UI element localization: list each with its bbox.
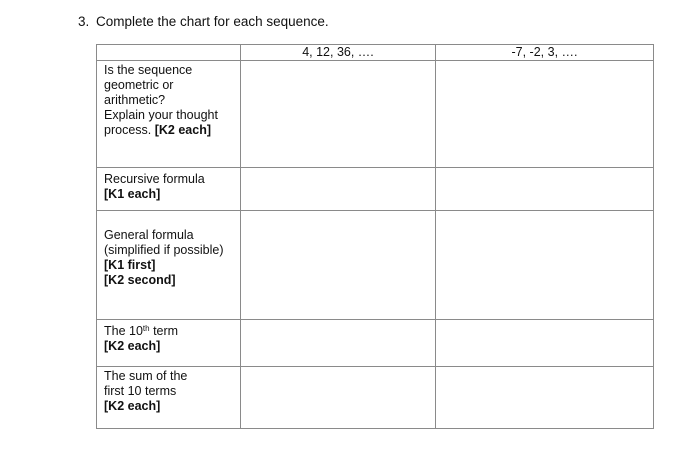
table-row-sum-first-10 [97, 367, 654, 429]
question-prompt [78, 14, 329, 30]
label-line: The sum of the [104, 369, 188, 383]
answer-cell-seq1-tenth-term[interactable] [241, 320, 436, 367]
row-label-recursive-formula [97, 168, 241, 211]
label-line: Recursive formula [104, 172, 205, 186]
answer-cell-seq2-type[interactable] [436, 61, 654, 168]
marks-label: [K1 first] [104, 258, 156, 272]
answer-cell-seq2-recursive[interactable] [436, 168, 654, 211]
label-line [104, 123, 236, 138]
label-text: term [149, 324, 179, 338]
label-line: first 10 terms [104, 384, 177, 398]
answer-cell-seq2-sum[interactable] [436, 367, 654, 429]
question-text: Complete the chart for each sequence. [96, 14, 329, 29]
label-line [104, 273, 236, 288]
spacer [104, 213, 236, 228]
table-row-recursive-formula [97, 168, 654, 211]
table-row-general-formula [97, 211, 654, 320]
answer-cell-seq1-type[interactable] [241, 61, 436, 168]
answer-cell-seq1-sum[interactable] [241, 367, 436, 429]
label-line [104, 399, 236, 414]
label-line: Is the sequence [104, 63, 193, 77]
table-row-tenth-term [97, 320, 654, 367]
label-line: (simplified if possible) [104, 243, 224, 257]
label-line [104, 187, 236, 202]
label-line: Explain your thought [104, 108, 218, 122]
marks-label: [K2 second] [104, 273, 176, 287]
row-label-general-formula [97, 211, 241, 320]
marks-label: [K2 each] [104, 399, 161, 413]
marks-label: [K1 each] [104, 187, 161, 201]
answer-cell-seq2-tenth-term[interactable] [436, 320, 654, 367]
marks-label: [K2 each] [154, 123, 211, 137]
row-label-tenth-term [97, 320, 241, 367]
row-label-geometric-or-arithmetic [97, 61, 241, 168]
question-number: 3. [78, 14, 90, 29]
header-sequence-1: 4, 12, 36, …. [241, 45, 436, 61]
label-line: geometric or [104, 78, 174, 92]
label-text: process. [104, 123, 155, 137]
answer-cell-seq1-general[interactable] [241, 211, 436, 320]
superscript: th [142, 324, 150, 333]
table-row-geometric-or-arithmetic [97, 61, 654, 168]
header-sequence-2: -7, -2, 3, …. [436, 45, 654, 61]
answer-cell-seq2-general[interactable] [436, 211, 654, 320]
label-line: General formula [104, 228, 194, 242]
row-label-sum-first-10 [97, 367, 241, 429]
label-text: The 10 [104, 324, 143, 338]
label-line [104, 258, 236, 273]
answer-cell-seq1-recursive[interactable] [241, 168, 436, 211]
header-row [97, 45, 654, 61]
label-line [104, 339, 236, 354]
label-line [104, 324, 236, 339]
label-line: arithmetic? [104, 93, 166, 107]
marks-label: [K2 each] [104, 339, 161, 353]
sequence-chart-table [96, 44, 654, 429]
header-cell-empty [97, 45, 241, 61]
